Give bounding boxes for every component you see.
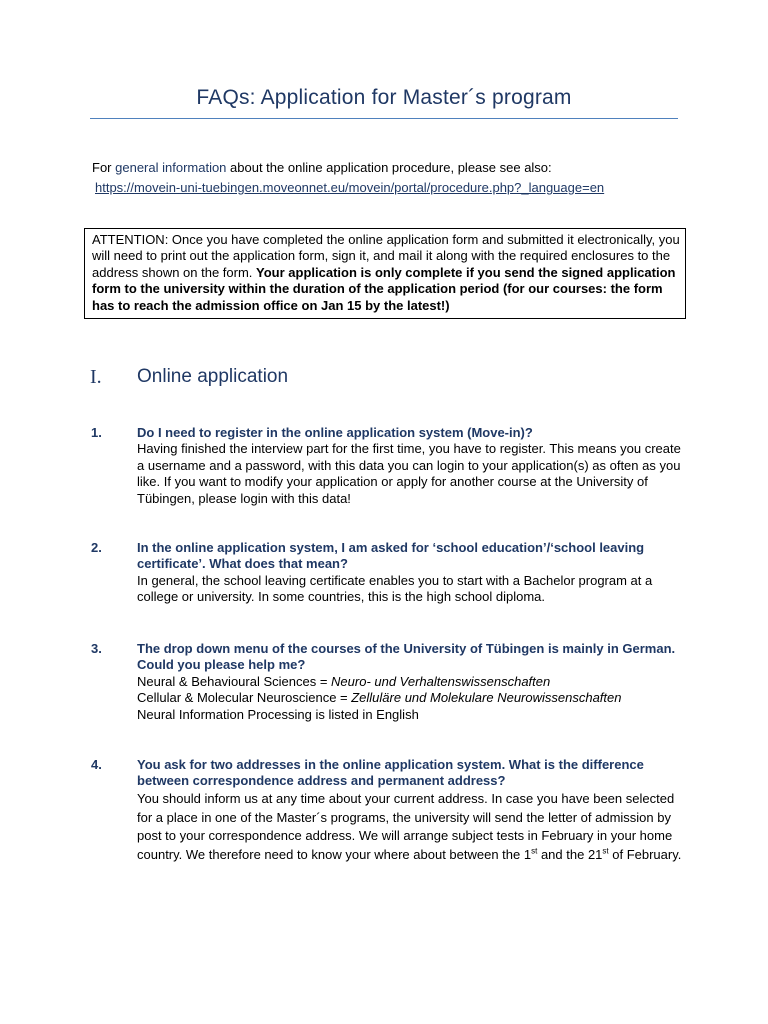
faq-answer: You should inform us at any time about your current address. In case you have been selected for a place in one of the Master´s programs, the university will send the letter of admission by post to your correspondence address. We will arrange subject tests in February in your home country. We therefore need to know your where about between the 1st and the 21st of February.	[137, 790, 682, 862]
faq-number: 2.	[91, 540, 102, 555]
faq-answer-line: Neural Information Processing is listed in English	[137, 706, 419, 722]
faq-answer: In general, the school leaving certificate enables you to start with a Bachelor program at a college or university. In some countries, this is the high school diploma.	[137, 572, 653, 605]
faq-number: 4.	[91, 757, 102, 772]
intro-paragraph	[92, 159, 692, 177]
section-title: Online application	[137, 366, 289, 387]
intro-highlight: general information	[115, 160, 227, 175]
faq-number: 3.	[91, 641, 102, 656]
procedure-link[interactable]: https://movein-uni-tuebingen.moveonnet.eu/movein/portal/procedure.php?_language=en	[95, 180, 605, 195]
attention-emphasis: Your application is only complete if you send the signed application form to the university within the duration of the application period (for our courses: the form has to reach the admission office on Jan 15 by the latest!)	[92, 264, 676, 313]
section-number: I.	[90, 366, 102, 388]
faq-question: In the online application system, I am asked for ‘school education’/‘school leaving certificate’. What does that mean?	[137, 540, 645, 572]
attention-box	[84, 228, 686, 319]
attention-text: ATTENTION: Once you have completed the online application form and submitted it electronically, you will need to print out the application form, sign it, and mail it along with the required enclosures to the address shown on the form.	[92, 232, 680, 280]
faq-answer: Having finished the interview part for the first time, you have to register. This means you create a username and a password, with this data you can login to your application(s) as often as you like. If you want to modify your application or apply for another course at the University of Tübingen, please login with this data!	[137, 441, 681, 506]
title-divider	[90, 118, 678, 119]
page-title: FAQs: Application for Master´s program	[196, 86, 572, 109]
faq-question: Do I need to register in the online application system (Move-in)?	[137, 425, 533, 440]
faq-question: The drop down menu of the courses of the University of Tübingen is mainly in German. Could you please help me?	[137, 641, 676, 673]
faq-answer-line: Cellular & Molecular Neuroscience = Zelluläre und Molekulare Neurowissenschaften	[137, 690, 622, 706]
faq-answer-line: Neural & Behavioural Sciences = Neuro- und Verhaltenswissenschaften	[137, 673, 551, 689]
faq-number: 1.	[91, 425, 102, 440]
intro-suffix: about the online application procedure, please see also:	[226, 160, 552, 175]
intro-prefix: For	[92, 160, 116, 175]
faq-question: You ask for two addresses in the online application system. What is the difference between correspondence address and permanent address?	[137, 757, 644, 789]
